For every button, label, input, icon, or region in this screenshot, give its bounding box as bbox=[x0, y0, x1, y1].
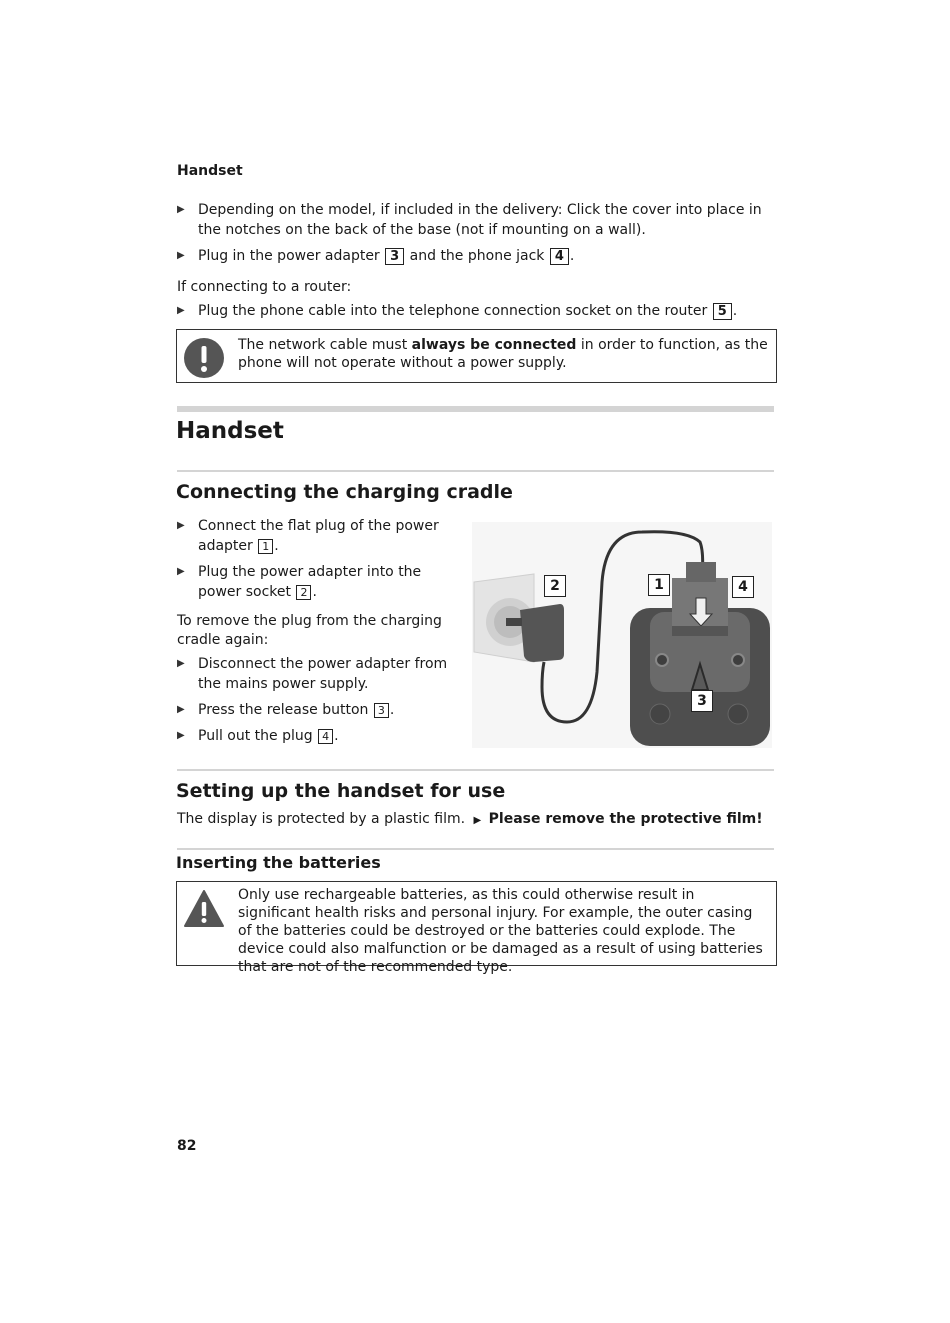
figure-callout-2: 2 bbox=[544, 575, 566, 597]
section-title: Handset bbox=[176, 418, 284, 444]
text-emphasis: always be connected bbox=[411, 337, 577, 353]
bullet-arrow-icon: ▶ bbox=[177, 520, 185, 531]
note-text bbox=[238, 336, 768, 372]
router-intro: If connecting to a router: bbox=[177, 279, 352, 295]
text-segment: . bbox=[312, 584, 317, 600]
text-segment: and the phone jack bbox=[409, 248, 545, 264]
warning-box bbox=[176, 881, 777, 975]
bullet-arrow-icon: ▶ bbox=[177, 704, 185, 715]
text-segment: . bbox=[334, 728, 339, 744]
subsection-title: Inserting the batteries bbox=[176, 853, 381, 872]
reference-key: 2 bbox=[296, 585, 311, 600]
bullet-text bbox=[198, 301, 777, 321]
text-emphasis: Please remove the protective film! bbox=[488, 811, 763, 827]
running-header: Handset bbox=[177, 163, 243, 179]
subsection-divider bbox=[177, 848, 774, 850]
bullet-arrow-icon: ▶ bbox=[177, 658, 185, 669]
exclamation-circle-icon bbox=[183, 337, 225, 383]
bullet-text bbox=[198, 246, 777, 266]
subsection-divider bbox=[177, 769, 774, 771]
bullet-arrow-icon: ▶ bbox=[473, 815, 482, 826]
setup-text bbox=[177, 809, 777, 831]
reference-key: 3 bbox=[385, 248, 404, 265]
charging-cradle-figure bbox=[472, 522, 772, 748]
bullet-arrow-icon: ▶ bbox=[177, 250, 185, 261]
remove-intro: To remove the plug from the charging cradle again: bbox=[177, 613, 442, 648]
reference-key: 1 bbox=[258, 539, 273, 554]
text-segment: Press the release button bbox=[198, 702, 369, 718]
bullet-text bbox=[198, 516, 452, 556]
page-number: 82 bbox=[177, 1138, 197, 1154]
reference-key: 3 bbox=[374, 703, 389, 718]
text-segment: . bbox=[732, 303, 738, 319]
text-segment: Plug in the power adapter bbox=[198, 248, 380, 264]
text-segment: Pull out the plug bbox=[198, 728, 313, 744]
reference-key: 4 bbox=[318, 729, 333, 744]
reference-key: 4 bbox=[550, 248, 569, 265]
figure-callout-3: 3 bbox=[691, 690, 713, 712]
text-segment: The display is protected by a plastic film. bbox=[177, 811, 466, 827]
bullet-arrow-icon: ▶ bbox=[177, 730, 185, 741]
bullet-arrow-icon: ▶ bbox=[177, 204, 185, 215]
bullet-arrow-icon: ▶ bbox=[177, 305, 185, 316]
text-segment: in order to function, as the phone will not operate without a power supply. bbox=[238, 337, 768, 371]
bullet-text bbox=[198, 700, 452, 720]
bullet-text: Disconnect the power adapter from the mains power supply. bbox=[198, 656, 448, 692]
text-segment: The network cable must bbox=[238, 337, 408, 353]
text-segment: Plug the power adapter into the power socket bbox=[198, 564, 422, 600]
text-segment: Connect the flat plug of the power adapter bbox=[198, 518, 439, 554]
warning-text: Only use rechargeable batteries, as this could otherwise result in significant health risks and personal injury. For example, the outer casing of the batteries could be destroyed or the batteries could explode. The device could also malfunction or be damaged as a result of using batteries that are not of the recommended type. bbox=[238, 887, 763, 975]
text-segment: . bbox=[274, 538, 279, 554]
bullet-arrow-icon: ▶ bbox=[177, 566, 185, 577]
figure-callout-4: 4 bbox=[732, 576, 754, 598]
charging-cradle-illustration bbox=[472, 522, 772, 748]
subsection-title: Connecting the charging cradle bbox=[176, 481, 513, 503]
note-box bbox=[176, 329, 777, 383]
text-segment: . bbox=[389, 702, 395, 718]
section-divider bbox=[177, 406, 774, 412]
warning-triangle-icon bbox=[183, 888, 225, 934]
bullet-text bbox=[198, 562, 452, 602]
subsection-divider bbox=[177, 470, 774, 472]
figure-callout-1: 1 bbox=[648, 574, 670, 596]
bullet-text: Depending on the model, if included in the delivery: Click the cover into place in the notches on the back of the base (not if mounting on a wall). bbox=[198, 202, 762, 238]
subsection-title: Setting up the handset for use bbox=[176, 780, 506, 802]
text-segment: Plug the phone cable into the telephone connection socket on the router bbox=[198, 303, 708, 319]
reference-key: 5 bbox=[713, 303, 732, 320]
bullet-text bbox=[198, 726, 452, 746]
text-segment: . bbox=[569, 248, 575, 264]
